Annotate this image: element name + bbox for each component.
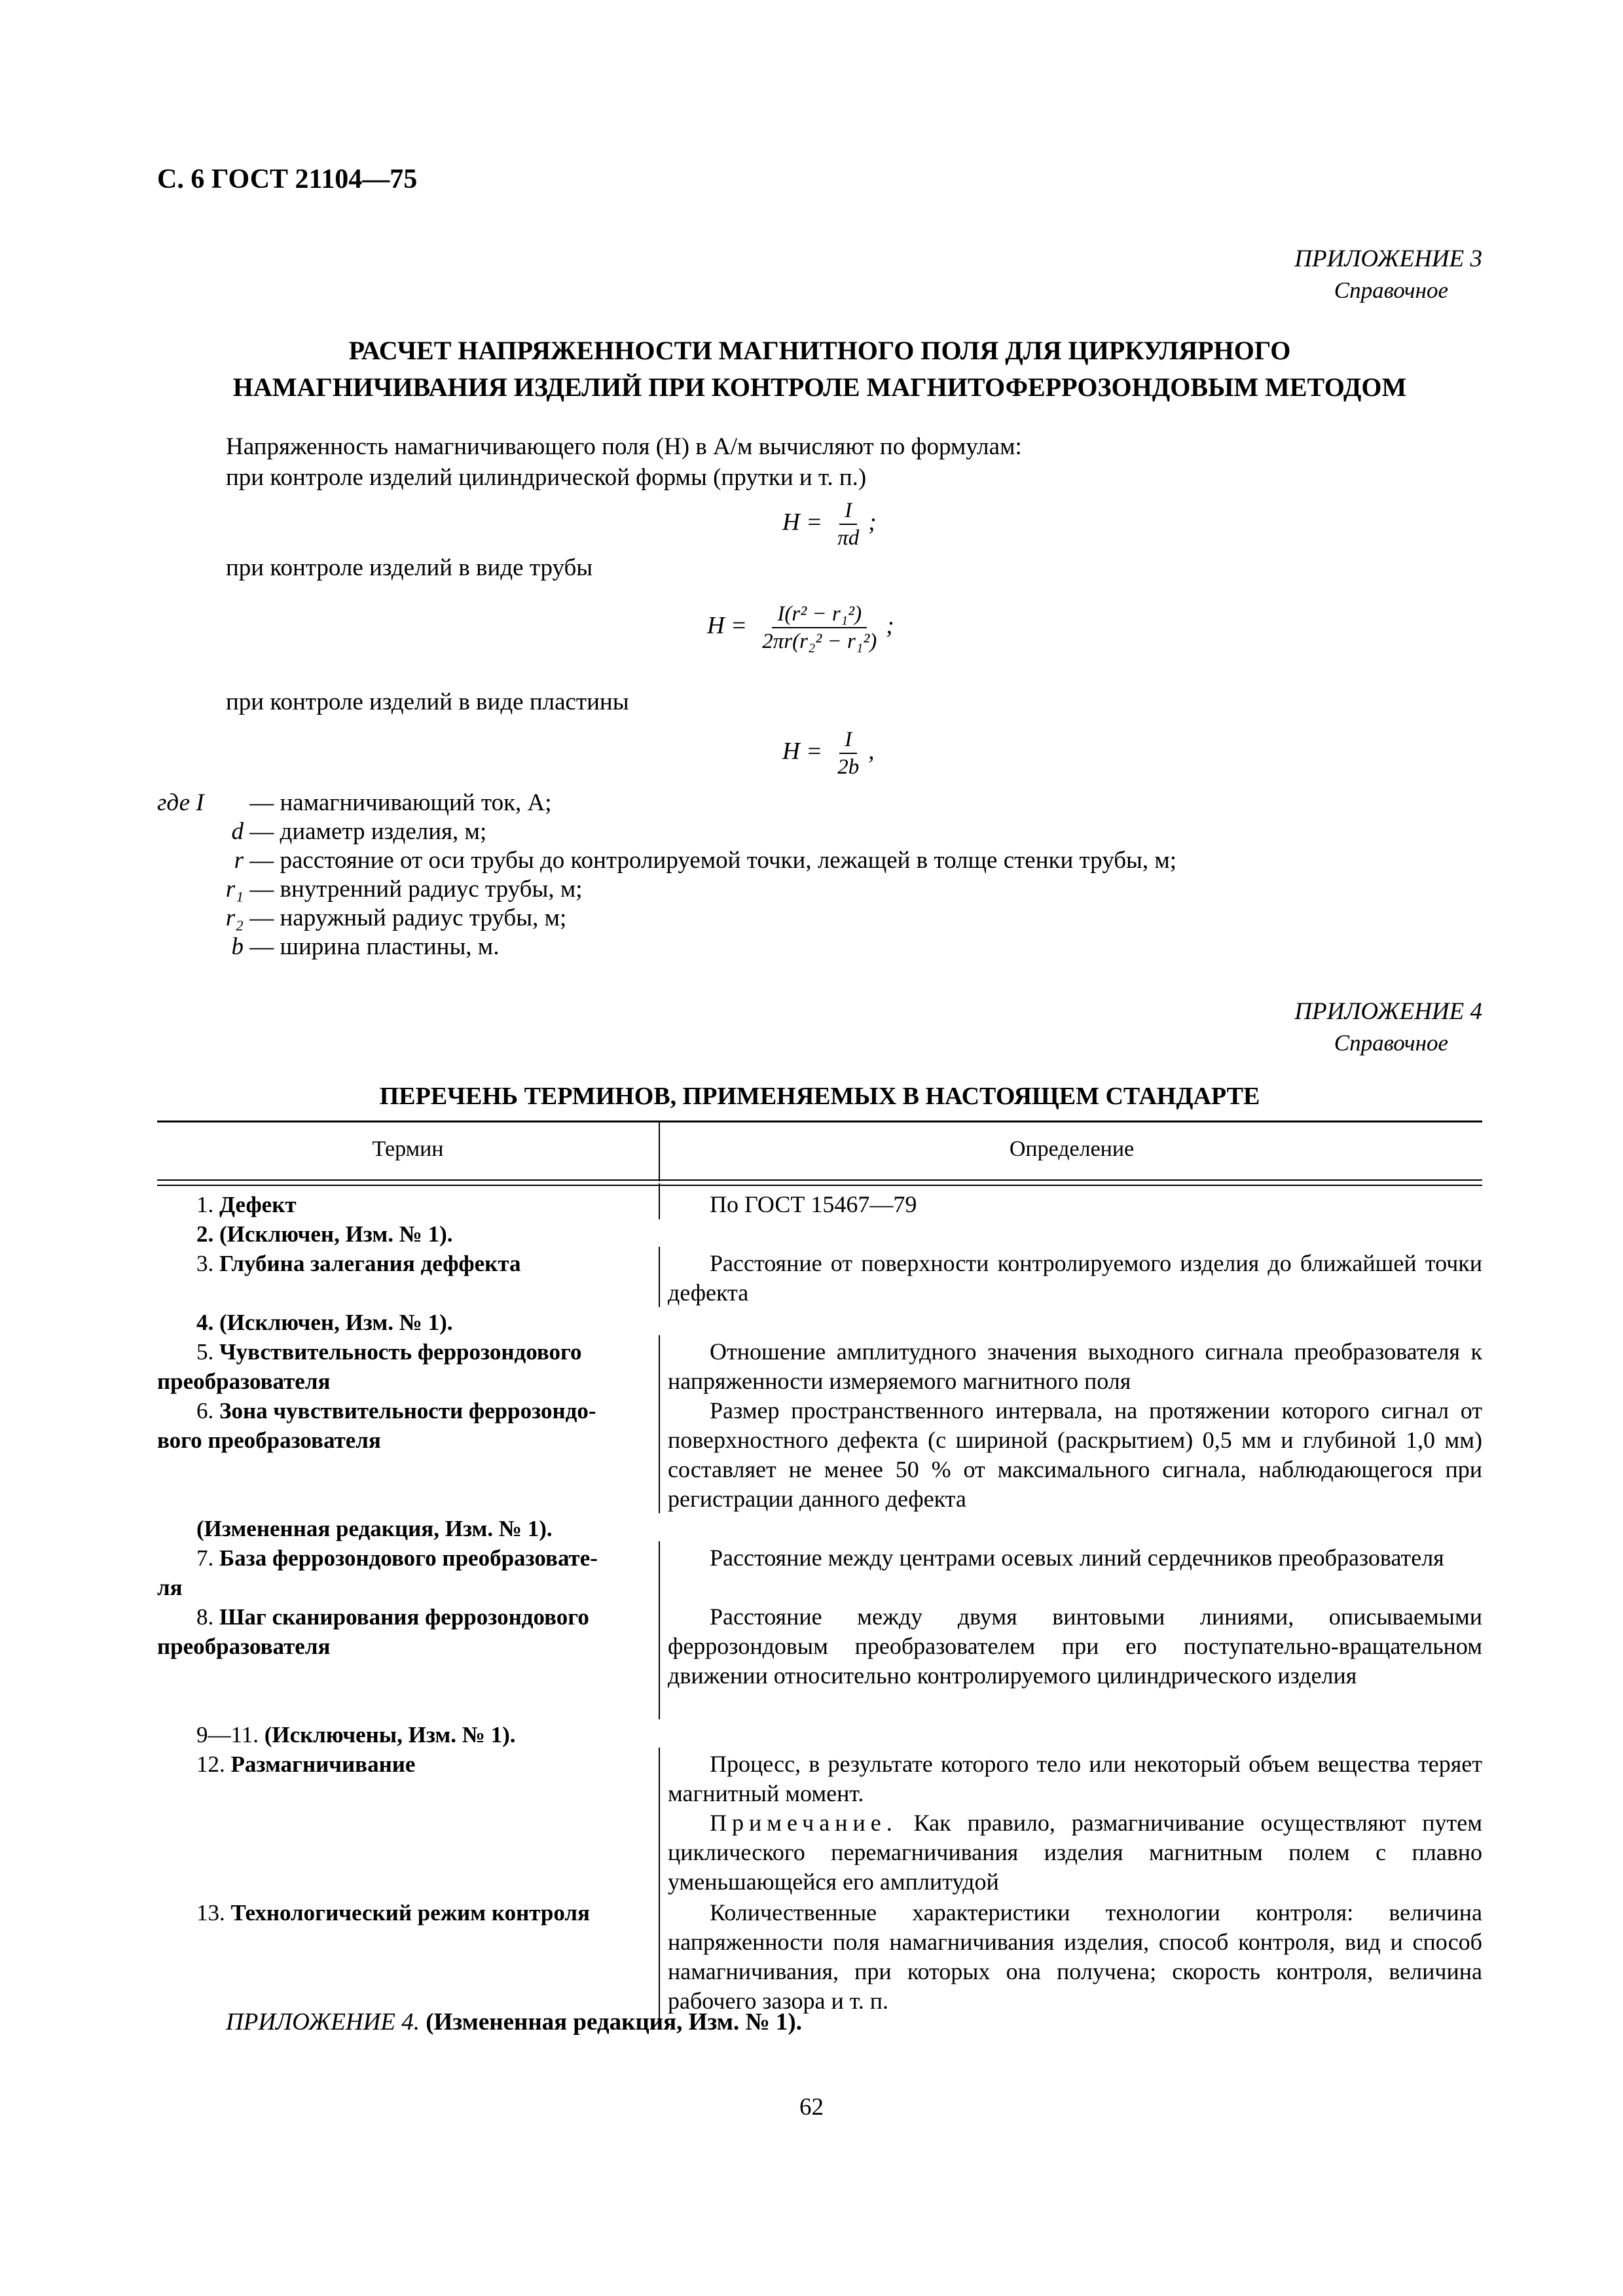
appendix-4-label: [1294, 996, 1482, 1059]
term-name: Дефект: [219, 1192, 297, 1217]
formula-end: ,: [868, 738, 875, 765]
term-name-cont: преобразователя: [157, 1634, 331, 1659]
legend-text: — диаметр изделия, м;: [249, 818, 487, 845]
formula-tube: [707, 601, 894, 655]
term-name-cont: ля: [157, 1575, 183, 1600]
term-6: [157, 1396, 642, 1455]
legend-text: — внутренний радиус трубы, м;: [249, 876, 583, 903]
definition-bar: [659, 1748, 660, 2022]
formula-plate: [782, 726, 874, 780]
definition-7: Расстояние между центрами осевых линий сердечников преобразователя: [710, 1545, 1444, 1571]
formula-lhs: H =: [707, 612, 747, 639]
footnote-revision: (Измененная редакция, Изм. № 1).: [426, 2009, 802, 2036]
definition-bar: [659, 1541, 660, 1719]
appendix-3-heading: [157, 332, 1482, 406]
appendix-4-subtitle: Справочное: [1334, 1030, 1448, 1056]
case-tube-text: при контроле изделий в виде трубы: [226, 554, 593, 581]
definition-12: Процесс, в результате которого тело или некоторый объем вещества теряет магнитный момент.: [668, 1751, 1482, 1806]
term-1: [196, 1190, 297, 1219]
term-name: Чувствительность феррозондового: [219, 1339, 582, 1365]
term-number: 9—11.: [196, 1722, 259, 1748]
legend-text: — наружный радиус трубы, м;: [249, 905, 567, 931]
term-9-11: [196, 1720, 516, 1749]
page-header: С. 6 ГОСТ 21104—75: [157, 164, 418, 194]
legend-symbol: r₂: [225, 905, 244, 931]
definition-12-note: [668, 1808, 1482, 1897]
legend-text: — ширина пластины, м.: [249, 933, 500, 960]
legend-text: — расстояние от оси трубы до контролируемой точки, лежащей в толще стенки трубы, м;: [249, 847, 1177, 874]
term-13: [196, 1898, 590, 1928]
heading-line-2: НАМАГНИЧИВАНИЯ ИЗДЕЛИЙ ПРИ КОНТРОЛЕ МАГНИТОФЕРРОЗОНДОВЫМ МЕТОДОМ: [232, 372, 1407, 402]
table-header: [157, 1121, 1482, 1181]
legend-symbol: r: [234, 847, 244, 874]
footnote-appendix: ПРИЛОЖЕНИЕ 4.: [226, 2009, 420, 2036]
term-name-cont: вого преобразователя: [157, 1427, 381, 1453]
definition-6: Размер пространственного интервала, на протяжении которого сигнал от поверхностного дефекта (с шириной (раскрытием) 0,5 мм и глубиной 1,0 мм) составляет не менее 50 % от максимального сигнала, наблюдающегося при регистрации данного дефекта: [668, 1397, 1482, 1512]
page-number: 62: [799, 2094, 824, 2121]
term-2: [196, 1219, 453, 1249]
legend-text: — намагничивающий ток, А;: [249, 789, 552, 816]
term-number: 13.: [196, 1900, 225, 1926]
legend-symbol: d: [231, 818, 244, 845]
intro-line-2: при контроле изделий цилиндрической формы (прутки и т. п.): [226, 464, 867, 491]
case-plate-text: при контроле изделий в виде пластины: [226, 689, 629, 715]
appendix-4-revision-note: [226, 2008, 802, 2036]
term-excluded: 4. (Исключен, Изм. № 1).: [196, 1310, 453, 1335]
column-header-definition: Определение: [1009, 1137, 1135, 1161]
legend-symbol: b: [231, 933, 244, 960]
intro-line-1: Напряженность намагничивающего поля (Н) в А/м вычисляют по формулам:: [226, 433, 1022, 460]
formula-end: ;: [868, 509, 877, 536]
symbol-legend: [157, 789, 1176, 961]
definition-5: Отношение амплитудного значения выходного сигнала преобразователя к напряженности измеряемого магнитного поля: [668, 1338, 1482, 1394]
definition-bar: [659, 1247, 660, 1307]
legend-row: [157, 904, 1176, 933]
header-double-rule: [157, 1179, 1482, 1186]
note-text: Как правило, размагничивание осуществляют путем циклического перемагничивания изделия магнитным полем с плавно уменьшающейся его амплитудой: [668, 1810, 1483, 1895]
term-name: Размагничивание: [230, 1751, 416, 1777]
term-name: Глубина залегания деффекта: [219, 1251, 521, 1276]
definition-bar: [659, 1183, 660, 1219]
heading-line-1: РАСЧЕТ НАПРЯЖЕННОСТИ МАГНИТНОГО ПОЛЯ ДЛЯ ЦИРКУЛЯРНОГО: [348, 336, 1291, 365]
term-name: Шаг сканирования феррозондового: [219, 1604, 589, 1630]
term-3: [196, 1249, 520, 1278]
term-number: 1.: [196, 1192, 214, 1217]
legend-symbol: r₁: [225, 876, 244, 903]
legend-symbol: где I: [157, 789, 204, 816]
definition-8: Расстояние между двумя винтовыми линиями, описываемыми феррозондовым преобразователем при его поступательно-вращательном движении относительно контролируемого цилиндрического изделия: [668, 1604, 1482, 1689]
fraction: [757, 601, 882, 655]
term-number: 5.: [196, 1339, 214, 1365]
denominator: πd: [837, 526, 860, 550]
appendix-4-title: ПРИЛОЖЕНИЕ 4: [1294, 998, 1482, 1025]
term-name: Технологический режим контроля: [230, 1900, 590, 1926]
definition-3: Расстояние от поверхности контролируемого изделия до ближайшей точки дефекта: [668, 1250, 1482, 1306]
fraction: [832, 497, 864, 551]
formula-lhs: H =: [782, 738, 822, 765]
definition-bar: [659, 1335, 660, 1513]
terms-table-title: ПЕРЕЧЕНЬ ТЕРМИНОВ, ПРИМЕНЯЕМЫХ В НАСТОЯЩЕМ СТАНДАРТЕ: [379, 1083, 1260, 1110]
term-number: 3.: [196, 1251, 214, 1276]
formula-lhs: H =: [782, 509, 822, 536]
legend-row: [157, 846, 1176, 875]
legend-row: [157, 875, 1176, 904]
term-7: [157, 1543, 642, 1602]
term-excluded: 2. (Исключен, Изм. № 1).: [196, 1221, 453, 1247]
definition-13: Количественные характеристики технологии контроля: величина напряженности поля намагничивания изделия, способ контроля, вид и способ намагничивания, при которых она получена; скорость контроля, величина рабочего зазора и т. п.: [668, 1899, 1482, 2014]
definition-1: По ГОСТ 15467—79: [710, 1191, 917, 1217]
term-12: [196, 1749, 415, 1779]
term-number: 12.: [196, 1751, 225, 1777]
legend-row: [157, 933, 1176, 961]
formula-cylinder: [782, 497, 877, 551]
appendix-3-title: ПРИЛОЖЕНИЕ 3: [1294, 245, 1482, 272]
appendix-3-label: [1294, 243, 1482, 306]
term-6-note: [196, 1514, 553, 1543]
term-8: [157, 1602, 642, 1661]
term-4: [196, 1308, 453, 1337]
column-divider: [659, 1122, 660, 1181]
formula-end: ;: [886, 612, 894, 639]
term-5: [157, 1337, 642, 1396]
fraction: [832, 726, 864, 780]
numerator: I: [839, 726, 857, 754]
note-label: Примечание.: [710, 1810, 898, 1836]
numerator: I(r² − r₁²): [772, 601, 867, 628]
term-number: 6.: [196, 1398, 214, 1424]
legend-row: [157, 817, 1176, 846]
term-number: 7.: [196, 1545, 214, 1571]
appendix-3-subtitle: Справочное: [1334, 278, 1448, 303]
denominator: 2b: [837, 755, 860, 779]
term-name: База феррозондового преобразовате-: [219, 1545, 598, 1571]
term-name-cont: преобразователя: [157, 1369, 331, 1394]
denominator: 2πr(r₂² − r₁²): [762, 630, 877, 653]
numerator: I: [839, 497, 857, 525]
revision-note: (Измененная редакция, Изм. № 1).: [196, 1516, 553, 1541]
legend-row: [157, 789, 1176, 817]
term-number: 8.: [196, 1604, 214, 1630]
term-excluded: (Исключены, Изм. № 1).: [264, 1722, 516, 1748]
column-header-term: Термин: [372, 1137, 444, 1161]
term-name: Зона чувствительности феррозондо-: [219, 1398, 596, 1424]
